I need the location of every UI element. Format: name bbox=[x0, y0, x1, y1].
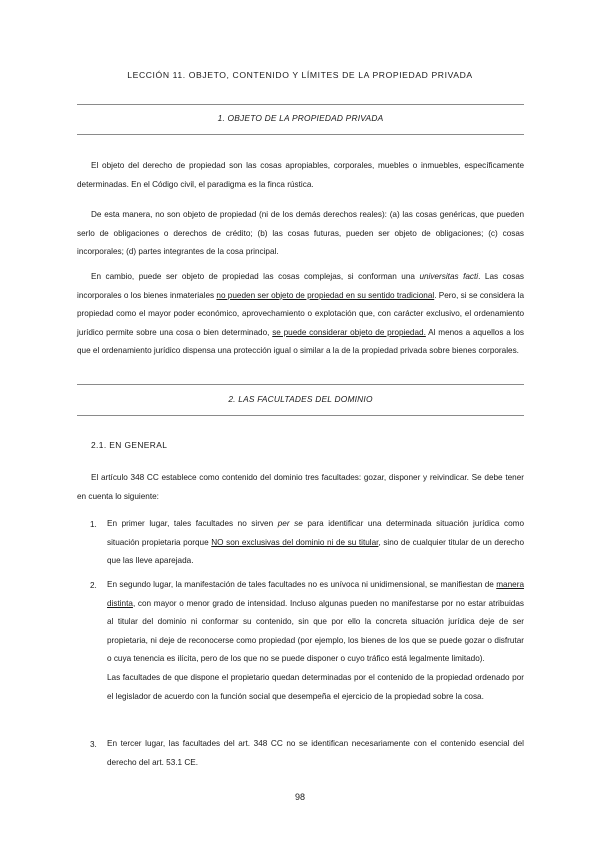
list-item-text: , sino de cualquier titular de un derecho que las lleve aparejada. bbox=[107, 537, 524, 566]
underlined-text: no pueden ser objeto de propiedad en su sentido tradicional bbox=[216, 290, 435, 300]
list-item bbox=[107, 735, 524, 772]
paragraph-2-text: De esta manera, no son objeto de propiedad (ni de los demás derechos reales): (a) las cosas genéricas, que pueden serlo de obligaciones o derechos de crédito; (b) las cosas futuras, pueden ser objeto de obligaciones; (c) cosas incorporales; (d) partes integrantes de la cosa principal. bbox=[77, 210, 524, 256]
list-item-text: En primer lugar, tales facultades no sirven bbox=[107, 519, 278, 528]
lesson-title: LECCIÓN 11. OBJETO, CONTENIDO Y LÍMITES DE LA PROPIEDAD PRIVADA bbox=[127, 70, 473, 80]
paragraph-3-text: En cambio, puede ser objeto de propiedad las cosas complejas, si conforman una bbox=[91, 272, 420, 281]
page-number: 98 bbox=[294, 792, 305, 802]
underlined-text: NO son exclusivas del dominio ni de su titular bbox=[211, 537, 379, 547]
italic-term: universitas facti bbox=[419, 272, 479, 281]
intro-text: El artículo 348 CC establece como contenido del dominio tres facultades: gozar, disponer y reivindicar. Se debe tener en cuenta lo siguiente: bbox=[77, 473, 524, 501]
section-1-heading: 1. OBJETO DE LA PROPIEDAD PRIVADA bbox=[217, 113, 384, 123]
list-item bbox=[107, 576, 524, 706]
divider bbox=[77, 134, 524, 135]
subsection-heading: 2.1. EN GENERAL bbox=[91, 440, 168, 450]
paragraph-3-text: Al menos a aquellos a los que el ordenamiento jurídico dispensa una protección igual o similar a la de la propiedad privada sobre bienes corporales. bbox=[77, 327, 525, 355]
underlined-text: se puede considerar objeto de propiedad. bbox=[272, 327, 426, 337]
italic-term: per se bbox=[277, 519, 303, 528]
divider bbox=[77, 415, 524, 416]
paragraph-1-text: El objeto del derecho de propiedad son las cosas apropiables, corporales, muebles o inmuebles, específicamente determinadas. En el Código civil, el paradigma es la finca rústica. bbox=[77, 161, 524, 189]
list-number: 1. bbox=[90, 520, 97, 529]
paragraph-3-text: . Las cosas incorporales o los bienes inmateriales bbox=[77, 272, 524, 300]
intro-paragraph bbox=[77, 469, 524, 506]
list-item bbox=[107, 515, 524, 571]
paragraph-3 bbox=[77, 268, 524, 361]
list-item-text: En segundo lugar, la manifestación de tales facultades no es unívoca ni unidimensional, se manifiestan de bbox=[107, 580, 497, 589]
list-number: 2. bbox=[90, 581, 97, 590]
list-number: 3. bbox=[90, 740, 97, 749]
section-2-heading: 2. LAS FACULTADES DEL DOMINIO bbox=[228, 394, 373, 404]
paragraph-2 bbox=[77, 206, 524, 262]
list-item-text: para identificar una determinada situación jurídica como situación propietaria porque bbox=[107, 519, 524, 547]
list-item-text: Las facultades de que dispone el propietario quedan determinadas por el contenido de la propiedad ordenado por el legislador de acuerdo con la función social que desempeña el ejercicio de la propiedad sobre la cosa. bbox=[107, 672, 524, 701]
divider bbox=[77, 104, 524, 105]
list-item-text: , con mayor o menor grado de intensidad. Incluso algunas pueden no manifestarse por no estar atribuidas al titular del dominio ni conformar su contenido, sin que por ello la concreta situación jurídica deje de ser propietaria, ni deje de reconocerse como propiedad (por ejemplo, los bienes de los que se puede gozar o disfrutar o cuya tenencia es ilícita, pero de los que no se puede disponer o cuyo tráfico está legalmente limitado). bbox=[107, 598, 524, 664]
divider bbox=[77, 384, 524, 385]
paragraph-1 bbox=[77, 157, 524, 194]
list-item-text: En tercer lugar, las facultades del art. 348 CC no se identifican necesariamente con el contenido esencial del derecho del art. 53.1 CE. bbox=[107, 739, 524, 767]
underlined-text: manera distinta bbox=[107, 580, 524, 608]
paragraph-3-text: . Pero, si se considera la propiedad como el mayor poder económico, aprovechamiento o explotación que, con carácter exclusivo, el ordenamiento jurídico permite sobre una cosa o bien determinado, bbox=[77, 290, 524, 337]
